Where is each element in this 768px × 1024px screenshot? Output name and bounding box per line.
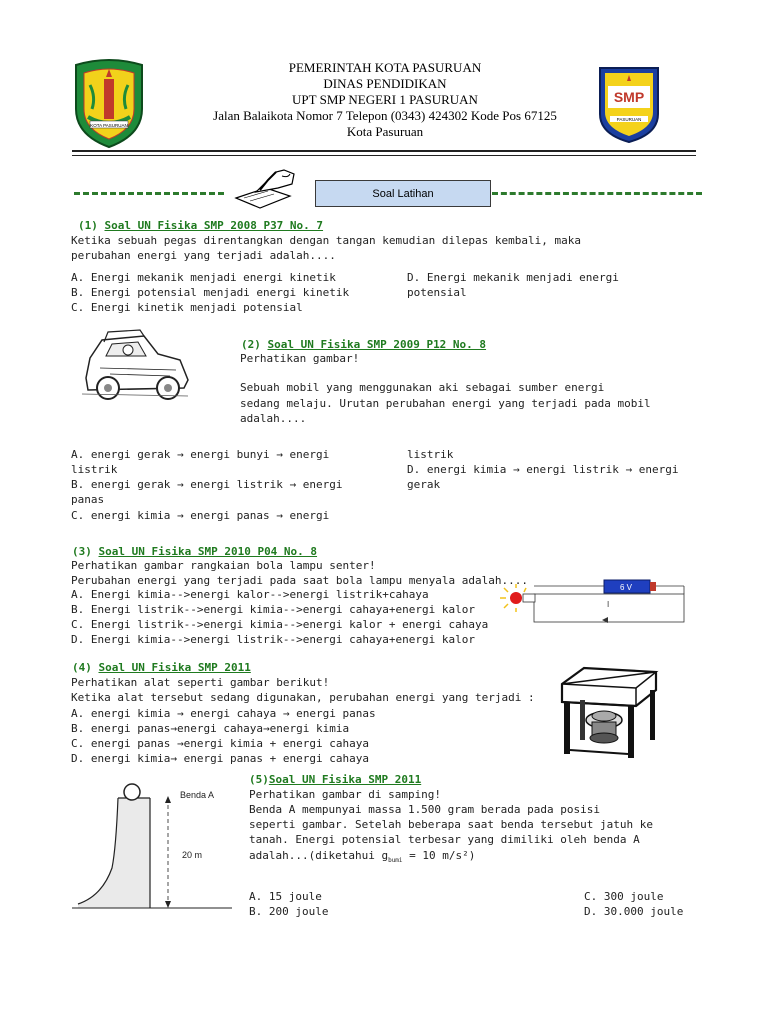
smp-logo-text: SMP <box>613 89 645 105</box>
dashed-divider-left <box>74 192 224 195</box>
q5-heading <box>249 773 421 786</box>
benda-a-label: Benda A <box>180 790 215 800</box>
letterhead-line-3: UPT SMP NEGERI 1 PASURUAN <box>292 92 478 107</box>
q3-option-c[interactable]: C. Energi listrik-->energi kimia-->energi kalor + energi cahaya <box>71 618 489 631</box>
q5-stem-5-text: adalah...(diketahui g <box>249 849 389 862</box>
q5-stem-3: seperti gambar. Setelah beberapa saat benda tersebut jatuh ke <box>249 818 653 831</box>
q4-stem-1: Perhatikan alat seperti gambar berikut! <box>71 676 330 689</box>
q2-intro: Perhatikan gambar! <box>240 352 360 365</box>
q2-option-c[interactable]: C. energi kimia → energi panas → energi <box>71 509 330 522</box>
q3-option-b[interactable]: B. Energi listrik-->energi kimia-->energi cahaya+energi kalor <box>71 603 475 616</box>
q4-stem-2: Ketika alat tersebut sedang digunakan, perubahan energi yang terjadi : <box>71 691 535 704</box>
city-emblem-logo <box>70 57 148 149</box>
q3-stem-2: Perubahan energi yang terjadi pada saat bola lampu menyala adalah.... <box>71 574 528 587</box>
section-title-box <box>315 180 491 207</box>
q1-option-c[interactable]: C. Energi kinetik menjadi potensial <box>71 301 303 314</box>
q5-stem-5 <box>249 848 475 868</box>
q5-option-d[interactable]: D. 30.000 joule <box>584 905 684 918</box>
q1-heading <box>78 219 323 232</box>
q2-title: Soal UN Fisika SMP 2009 P12 No. 8 <box>267 338 487 351</box>
q2-option-d[interactable]: D. energi kimia → energi listrik → energi <box>407 463 679 476</box>
q2-stem-3: adalah.... <box>240 412 307 425</box>
q1-stem-1: Ketika sebuah pegas direntangkan dengan tangan kemudian dilepas kembali, maka <box>71 234 581 247</box>
q5-stem-1: Perhatikan gambar di samping! <box>249 788 442 801</box>
q5-number: (5) <box>249 773 269 786</box>
smp-logo-sub: PASURUAN <box>616 117 642 122</box>
q3-stem-1: Perhatikan gambar rangkaian bola lampu senter! <box>71 559 376 572</box>
q4-number: (4) <box>72 661 92 674</box>
letterhead-line-2: DINAS PENDIDIKAN <box>323 76 447 91</box>
section-title: Soal Latihan <box>372 187 434 200</box>
q2-option-b-cont: panas <box>71 493 105 506</box>
falling-object-diagram <box>72 778 234 912</box>
flashlight-circuit-diagram <box>486 574 688 626</box>
q2-option-d-cont: gerak <box>407 478 441 491</box>
q5-option-a[interactable]: A. 15 joule <box>249 890 322 903</box>
logo-text: KOTA PASURUAN <box>90 123 128 128</box>
q2-option-a[interactable]: A. energi gerak → energi bunyi → energi <box>71 448 330 461</box>
q4-option-a[interactable]: A. energi kimia → energi cahaya → energi panas <box>71 707 376 720</box>
q2-number: (2) <box>241 338 261 351</box>
q2-stem-2: sedang melaju. Urutan perubahan energi yang terjadi pada mobil <box>240 397 651 410</box>
q4-option-b[interactable]: B. energi panas→energi cahaya→energi kimia <box>71 722 350 735</box>
q5-stem-2: Benda A mempunyai massa 1.500 gram berada pada posisi <box>249 803 600 816</box>
q3-option-d[interactable]: D. Energi kimia-->energi listrik-->energi cahaya+energi kalor <box>71 633 475 646</box>
letterhead-line-1: PEMERINTAH KOTA PASURUAN <box>288 60 482 75</box>
q1-option-d[interactable]: D. Energi mekanik menjadi energi <box>407 271 619 284</box>
q3-heading <box>72 545 317 558</box>
q5-title: Soal UN Fisika SMP 2011 <box>268 773 422 786</box>
q5-option-b[interactable]: B. 200 joule <box>249 905 329 918</box>
header-rule-bottom <box>72 155 696 156</box>
dashed-divider-right <box>492 192 702 195</box>
stove-illustration <box>552 666 664 762</box>
smp-school-logo <box>596 64 662 144</box>
header-rule-top <box>72 150 696 152</box>
q3-number: (3) <box>72 545 92 558</box>
height-label: 20 m <box>182 850 203 860</box>
car-illustration <box>80 328 192 404</box>
q4-option-d[interactable]: D. energi kimia→ energi panas + energi cahaya <box>71 752 370 765</box>
q1-option-b[interactable]: B. Energi potensial menjadi energi kinetik <box>71 286 350 299</box>
q5-stem-4: tanah. Energi potensial terbesar yang dimiliki oleh benda A <box>249 833 640 846</box>
q2-heading <box>241 338 486 351</box>
q1-number: (1) <box>78 219 98 232</box>
letterhead-line-5: Kota Pasuruan <box>346 124 424 139</box>
current-label: I <box>607 600 610 609</box>
q2-option-c-cont: listrik <box>407 448 454 461</box>
q5-gravity-subscript: bumi <box>388 857 403 865</box>
writing-hand-icon <box>232 166 298 210</box>
q4-option-c[interactable]: C. energi panas →energi kimia + energi cahaya <box>71 737 370 750</box>
q4-title: Soal UN Fisika SMP 2011 <box>98 661 251 674</box>
q3-option-a[interactable]: A. Energi kimia-->energi kalor-->energi listrik+cahaya <box>71 588 429 601</box>
q1-option-a[interactable]: A. Energi mekanik menjadi energi kinetik <box>71 271 336 284</box>
q2-stem-1: Sebuah mobil yang menggunakan aki sebagai sumber energi <box>240 381 605 394</box>
q5-stem-5-end: = 10 m/s²) <box>402 849 476 862</box>
q1-stem-2: perubahan energi yang terjadi adalah.... <box>71 249 336 262</box>
q2-option-b[interactable]: B. energi gerak → energi listrik → energi <box>71 478 343 491</box>
letterhead-line-4: Jalan Balaikota Nomor 7 Telepon (0343) 424302 Kode Pos 67125 <box>213 108 557 123</box>
q5-option-c[interactable]: C. 300 joule <box>584 890 664 903</box>
q1-title: Soal UN Fisika SMP 2008 P37 No. 7 <box>104 219 324 232</box>
q3-title: Soal UN Fisika SMP 2010 P04 No. 8 <box>98 545 318 558</box>
q2-option-a-cont: listrik <box>71 463 118 476</box>
q4-heading <box>72 661 251 674</box>
battery-label: 6 V <box>619 583 633 592</box>
q1-option-d-cont: potensial <box>407 286 467 299</box>
